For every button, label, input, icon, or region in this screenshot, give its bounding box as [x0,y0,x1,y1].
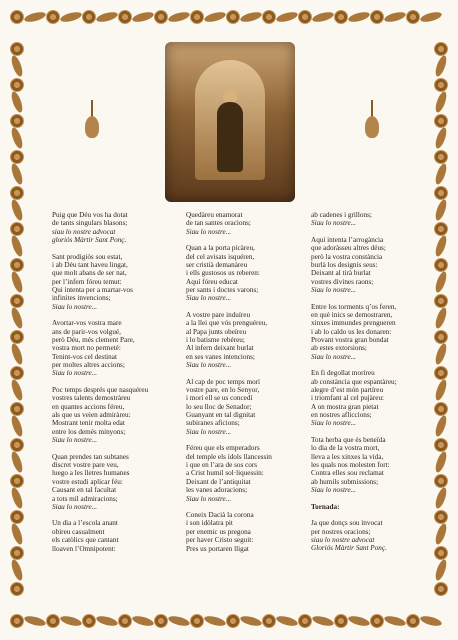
verse-lines: Quedàreu enamorat de tan santes oracions; [186,211,251,228]
leaf-ornament [167,10,190,23]
verse-lines: Tota herba que és beneïda lo dia de la vostra mort, lleva a les xinxes la vida, les quals nos molesten fort: Contra elles sou reclamat ab humils submissions; [311,436,390,486]
floral-border-icon [10,402,24,416]
verse-lines: Un dia a l’escola anant obireu casualment els catòlics que cantant lloaven l’Omnipotent: [52,519,119,553]
leaf-ornament [383,614,406,627]
leaf-ornament [203,614,226,627]
floral-border-icon [10,42,24,56]
floral-border-icon [226,614,240,628]
verse-lines: Ja que donçs sou invocat per nostres oracions; [311,519,383,536]
floral-border-icon [154,10,168,24]
stanza [311,369,436,427]
saint-photo [165,42,295,202]
floral-border-icon [334,10,348,24]
stanza [52,319,177,377]
verse-lines: Quan a la porta picàreu, del cel avisats isquéren, ser cristià demanàreu i ells gustosos us reberen: Aquí fóreu educat per sants i doctes varons; [186,244,260,295]
leaf-ornament [9,306,24,329]
stanza [52,519,177,552]
floral-border-icon [434,294,448,308]
verse-lines: Al cap de poc temps morí vostre pare, en lo Senyor, i morí ell se us concedí lo seu lloc de Senador; Guanyant en tal dignitat subiranes aficions; [186,377,261,428]
floral-border-icon [406,614,420,628]
refrain: Siau lo nostre... [52,302,98,311]
leaf-ornament [9,486,24,509]
floral-border-icon [262,614,276,628]
floral-border-icon [334,614,348,628]
refrain: Siau lo nostre... [311,419,357,428]
leaf-ornament [311,10,334,23]
leaf-ornament [347,10,370,23]
column-1 [52,211,177,561]
stanza [311,236,436,294]
floral-border-icon [118,10,132,24]
floral-border-icon [10,258,24,272]
leaf-ornament [275,614,298,627]
floral-border-icon [434,78,448,92]
floral-border-icon [82,10,96,24]
verse-lines: A vostre pare induíreu a la llei que vós prenguéreu, al Papa junts obeíreu i lo batisme rebéreu; Al infern deixant burlat en ses vanes intencions; [186,311,268,361]
floral-border-icon [10,582,24,596]
stanza [52,386,177,444]
floral-border-icon [190,10,204,24]
refrain: Siau lo nostre... [311,486,357,495]
floral-border-icon [434,330,448,344]
leaf-ornament [9,54,24,77]
leaf-ornament [9,342,24,365]
floral-border-icon [434,258,448,272]
leaf-ornament [59,614,82,627]
verse-lines: Poc temps després que nasquéreu vostres talents demostràreu en quantes accions féreu, als que us veien admiràreu: Mostrant tenir molta edat entre los demés minyons; [52,386,149,436]
stanza [186,378,311,436]
floral-border-icon [370,10,384,24]
tornada-heading: Tornada: [311,502,340,511]
refrain: Siau lo nostre... [186,361,232,370]
verse-lines: Avortar-vos vostra mare ans de parir-vos volgué, però Déu, més clement Pare, vostra mort no permeté: Tenint-vos cel destinat per moltes altres accions; [52,319,135,370]
leaf-ornament [131,10,154,23]
verse-lines: Quan prendes tan subtanes discret vostre pare veu, luego a les lletres humanes vostre estudi aplicar féu: Causant en tal facultat a tots mil admiracions; [52,452,130,503]
leaf-ornament [95,10,118,23]
stanza [52,253,177,311]
refrain: Siau lo nostre... [52,502,98,511]
floral-border-icon [434,366,448,380]
leaf-ornament [433,558,448,581]
stanza [186,211,311,236]
stanza [52,211,177,244]
refrain: Siau lo nostre... [186,294,232,303]
leaf-ornament [239,10,262,23]
floral-border-icon [10,546,24,560]
leaf-ornament [433,54,448,77]
floral-border-icon [434,186,448,200]
refrain: Siau lo nostre... [186,227,232,236]
leaf-ornament [131,614,154,627]
refrain: Siau lo nostre... [311,219,357,228]
stanza [311,303,436,361]
floral-border-icon [434,150,448,164]
leaf-ornament [383,10,406,23]
floral-border-icon [406,10,420,24]
verse-lines: Aquí intenta l’arrogància que adoràsseu altres déus; però la vostra constància burlà los designis seus: Deixant al tirà burlat vostres divines raons; [311,235,386,286]
leaf-ornament [433,90,448,113]
leaf-ornament [203,10,226,23]
refrain: siau lo nostre advocat Gloriós Màrtir Sant Ponç. [311,536,387,553]
floral-border-icon [434,438,448,452]
leaf-ornament [347,614,370,627]
floral-border-icon [10,438,24,452]
refrain: Siau lo nostre... [311,352,357,361]
floral-border-icon [10,294,24,308]
floral-border-icon [10,222,24,236]
floral-border-icon [82,614,96,628]
verse-lines: Coneix Dacià la corona i son idòlatra pit per enemic us pregona per haver Cristo seguit: Pres us portaren lligat [186,511,254,553]
floral-border-icon [10,510,24,524]
leaf-ornament [23,614,46,627]
verse-lines: Puig que Déu vos ha dotat de tants singulars blasons; [52,211,128,228]
column-2 [186,211,311,561]
floral-border-icon [190,614,204,628]
statue-body [217,102,243,172]
leaf-ornament [311,614,334,627]
floral-border-icon [10,474,24,488]
floral-border-icon [46,614,60,628]
column-3 [311,211,436,561]
floral-border-icon [298,614,312,628]
floral-border-icon [434,510,448,524]
leaf-ornament [9,450,24,473]
floral-border-icon [10,366,24,380]
refrain: Siau lo nostre... [186,427,232,436]
floral-border-icon [10,78,24,92]
leaf-ornament [59,10,82,23]
stanza [311,436,436,494]
floral-border-icon [10,186,24,200]
floral-border-icon [46,10,60,24]
stanza [186,511,311,553]
leaf-ornament [9,198,24,221]
leaf-ornament [9,162,24,185]
stanza [311,503,436,553]
floral-border-icon [10,10,24,24]
floral-border-icon [370,614,384,628]
leaf-ornament [433,162,448,185]
leaf-ornament [9,414,24,437]
vase-icon [362,100,382,140]
leaf-ornament [9,378,24,401]
verse-lines: Féreu que els emperadors del temple els ídols llancessin i que en l’ara de sos cors a Crist humil sol·liquessin: Deixant de l’antiquitat les vanes adoracions; [186,444,272,495]
leaf-ornament [9,126,24,149]
leaf-ornament [9,558,24,581]
vase-icon [82,100,102,140]
floral-border-icon [298,10,312,24]
floral-border-icon [434,546,448,560]
verse-lines: Sant prodigiós sou estat, i ab Déu tant haveu lingat, que molt abans de ser nat, per l’infern fóreu temut: Qui intenta per a martar-vos infinites invencions; [52,252,133,303]
refrain: Siau lo nostre... [52,369,98,378]
floral-border-icon [10,614,24,628]
floral-border-icon [434,114,448,128]
refrain: Siau lo nostre... [186,494,232,503]
refrain: siau lo nostre advocat gloriós Màrtir Sant Ponç. [52,227,127,245]
floral-border-icon [10,330,24,344]
floral-border-icon [226,10,240,24]
floral-border-icon [262,10,276,24]
verse-lines: Entre los torments q’os feren, en què inics se demostraren, xinxes immundes prengueren i ab lo caldo us les donaren: Provant vostra gran bondat ab estes extorsions; [311,302,397,353]
leaf-ornament [419,10,442,23]
leaf-ornament [239,614,262,627]
leaf-ornament [419,614,442,627]
floral-border-icon [10,150,24,164]
stanza [186,444,311,502]
verse-lines: ab cadenes i grillons; [311,211,372,219]
leaf-ornament [433,126,448,149]
floral-border-icon [434,474,448,488]
leaf-ornament [275,10,298,23]
stanza [186,311,311,369]
stanza [311,211,436,228]
floral-border-icon [434,222,448,236]
leaf-ornament [9,90,24,113]
floral-border-icon [434,582,448,596]
refrain: Siau lo nostre... [52,436,98,445]
floral-border-icon [118,614,132,628]
stanza [52,453,177,511]
stanza [186,244,311,302]
leaf-ornament [9,522,24,545]
floral-border-icon [10,114,24,128]
floral-border-icon [434,42,448,56]
leaf-ornament [9,270,24,293]
floral-border-icon [154,614,168,628]
leaf-ornament [23,10,46,23]
refrain: Siau lo nostre... [311,286,357,295]
verse-lines: En fi degollat moríreu ab constància que espantàreu; alegre d’est món partíreu i triomfant al cel pujàreu: A on mostra gran pietat en nostres afliccions; [311,369,397,420]
leaf-ornament [167,614,190,627]
leaf-ornament [9,234,24,257]
floral-border-icon [434,402,448,416]
leaf-ornament [95,614,118,627]
